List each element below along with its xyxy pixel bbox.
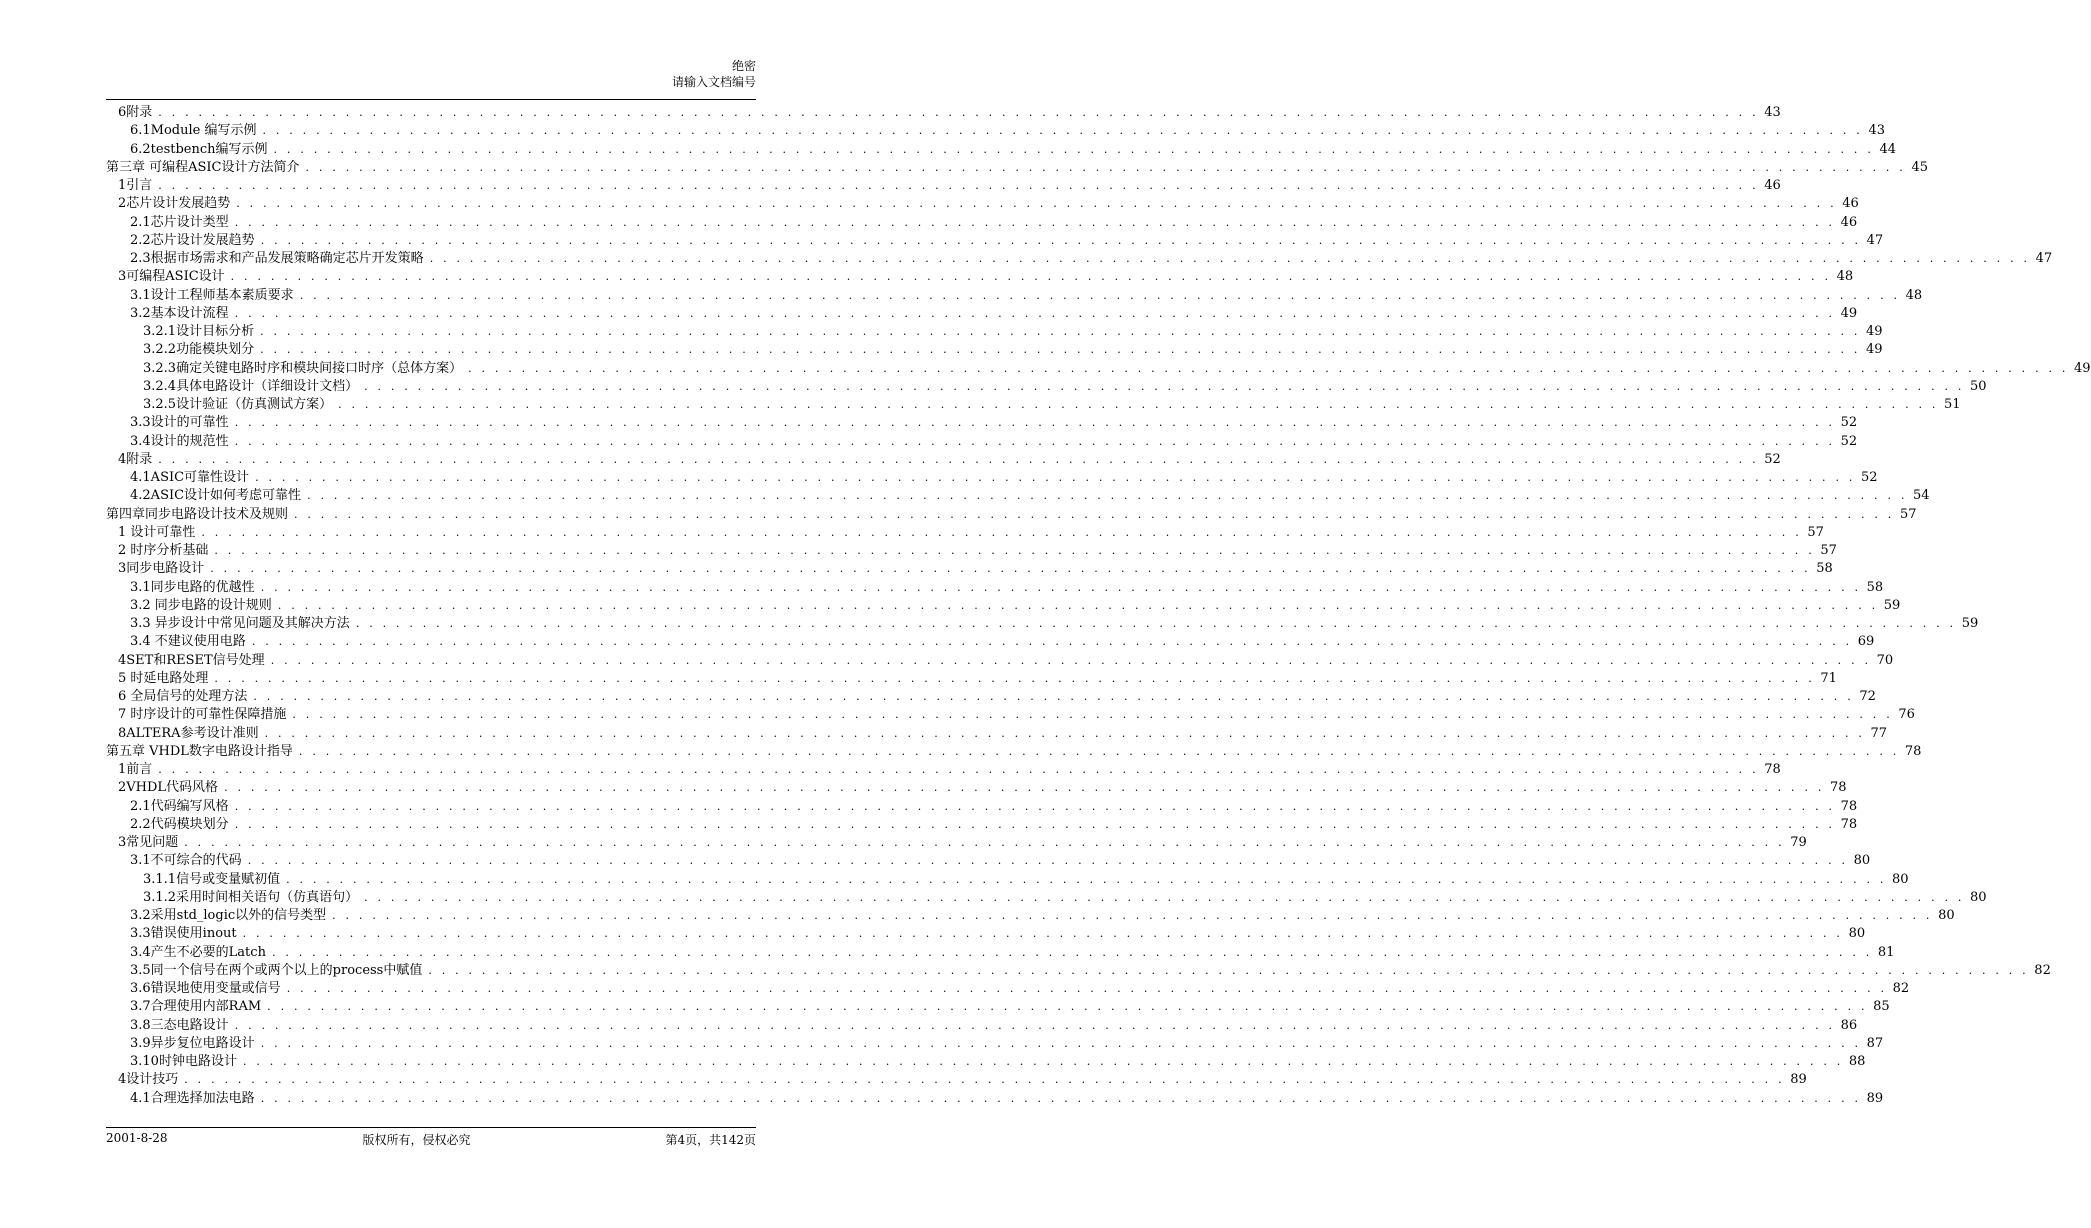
toc-entry-page: 78	[1840, 816, 1858, 832]
toc-entry-title: 第五章 VHDL数字电路设计指导	[106, 743, 293, 759]
toc-entry-page: 71	[1820, 670, 1837, 686]
toc-entry-page: 82	[1892, 981, 1910, 997]
toc-entry[interactable]	[106, 414, 1858, 432]
toc-entry[interactable]	[106, 743, 1922, 761]
toc-entry[interactable]	[106, 524, 1824, 542]
toc-entry[interactable]	[106, 1035, 1884, 1053]
toc-entry-page: 78	[1830, 780, 1847, 796]
toc-entry-page: 47	[1866, 232, 1884, 248]
toc-leader-dots: . . . . . . . . . . . . . . . . . . . . . . . . . . . . . . . . . . . . . . . . . . . . . . . . . . . . . . . . . . . . . . . . . . . . . . . . . . . . . . . . . . . . . . . . . . . . . . . . . . . . . . . . . . . . . . . . . . . . . . . .	[286, 982, 1888, 996]
toc-entry-page: 44	[1879, 141, 1897, 157]
toc-entry-page: 70	[1876, 652, 1894, 668]
toc-leader-dots: . . . . . . . . . . . . . . . . . . . . . . . . . . . . . . . . . . . . . . . . . . . . . . . . . . . . . . . . . . . . . . . . . . . . . . . . . . . . . . . . . . . . . . . . . . . . . . . . . . . . . . . . . . . . . . . . . . . . . . . .	[260, 1091, 1862, 1105]
toc-leader-dots: . . . . . . . . . . . . . . . . . . . . . . . . . . . . . . . . . . . . . . . . . . . . . . . . . . . . . . . . . . . . . . . . . . . . . . . . . . . . . . . . . . . . . . . . . . . . . . . . . . . . . . . . . . . . . . . . . . . . . . . .	[242, 927, 1844, 941]
toc-entry[interactable]	[106, 451, 1781, 469]
toc-entry-page: 88	[1848, 1054, 1866, 1070]
toc-leader-dots: . . . . . . . . . . . . . . . . . . . . . . . . . . . . . . . . . . . . . . . . . . . . . . . . . . . . . . . . . . . . . . . . . . . . . . . . . . . . . . . . . . . . . . . . . . . . . . . . . . . . . . . . . . . . . . . . . . . . . . . .	[230, 270, 1832, 284]
footer-page-info: 第4页，共142页	[665, 1133, 756, 1147]
toc-entry-page: 89	[1866, 1090, 1884, 1106]
toc-entry-title: 3.4产生不必要的Latch	[130, 944, 266, 960]
toc-leader-dots: . . . . . . . . . . . . . . . . . . . . . . . . . . . . . . . . . . . . . . . . . . . . . . . . . . . . . . . . . . . . . . . . . . . . . . . . . . . . . . . . . . . . . . . . . . . . . . . . . . . . . . . . . . . . . . . . . . . . . . . .	[270, 653, 1872, 667]
toc-leader-dots: . . . . . . . . . . . . . . . . . . . . . . . . . . . . . . . . . . . . . . . . . . . . . . . . . . . . . . . . . . . . . . . . . . . . . . . . . . . . . . . . . . . . . . . . . . . . . . . . . . . . . . . . . . . . . . . . . . . . . . . .	[251, 635, 1853, 649]
toc-entry[interactable]	[106, 597, 1901, 615]
toc-entry[interactable]	[106, 688, 1876, 706]
toc-entry[interactable]	[106, 816, 1858, 834]
toc-entry-title: 2 时序分析基础	[118, 543, 209, 559]
toc-entry-title: 3常见问题	[118, 835, 179, 851]
toc-entry-page: 50	[1970, 378, 1987, 394]
toc-entry-title: 第四章同步电路设计技术及规则	[106, 506, 289, 522]
toc-leader-dots: . . . . . . . . . . . . . . . . . . . . . . . . . . . . . . . . . . . . . . . . . . . . . . . . . . . . . . . . . . . . . . . . . . . . . . . . . . . . . . . . . . . . . . . . . . . . . . . . . . . . . . . . . . . . . . . . . . . . . . . .	[286, 872, 1887, 886]
toc-entry-title: 3.3设计的可靠性	[130, 415, 229, 431]
toc-entry-page: 57	[1807, 524, 1824, 540]
toc-leader-dots: . . . . . . . . . . . . . . . . . . . . . . . . . . . . . . . . . . . . . . . . . . . . . . . . . . . . . . . . . . . . . . . . . . . . . . . . . . . . . . . . . . . . . . . . . . . . . . . . . . . . . . . . . . . . . . . . . . . . . . . .	[234, 416, 1836, 430]
toc-entry-page: 46	[1840, 214, 1858, 230]
toc-leader-dots: . . . . . . . . . . . . . . . . . . . . . . . . . . . . . . . . . . . . . . . . . . . . . . . . . . . . . . . . . . . . . . . . . . . . . . . . . . . . . . . . . . . . . . . . . . . . . . . . . . . . . . . . . . . . . . . . . . . . . . . .	[307, 489, 1908, 503]
toc-entry-title: 4设计技巧	[118, 1072, 179, 1088]
toc-entry-title: 第三章 可编程ASIC设计方法简介	[106, 159, 300, 175]
toc-entry-page: 49	[1866, 342, 1883, 358]
toc-entry-title: 3.1.1信号或变量赋初值	[143, 871, 281, 887]
toc-entry-title: 2VHDL代码风格	[118, 780, 219, 796]
toc-entry-page: 58	[1816, 561, 1833, 577]
toc-entry[interactable]	[106, 852, 1871, 870]
toc-entry[interactable]	[106, 396, 1961, 414]
toc-entry-page: 78	[1840, 798, 1858, 814]
toc-entry[interactable]	[106, 469, 1878, 487]
toc-entry[interactable]	[106, 798, 1858, 816]
toc-entry-title: 3.7合理使用内部RAM	[130, 999, 262, 1015]
toc-entry-title: 6.2testbench编写示例	[130, 141, 268, 157]
toc-entry[interactable]	[106, 268, 1854, 286]
toc-entry[interactable]	[106, 195, 1859, 213]
toc-entry-page: 47	[2035, 251, 2053, 267]
toc-entry[interactable]	[106, 177, 1781, 195]
toc-entry-title: 3.2.1设计目标分析	[143, 324, 255, 340]
toc-leader-dots: . . . . . . . . . . . . . . . . . . . . . . . . . . . . . . . . . . . . . . . . . . . . . . . . . . . . . . . . . . . . . . . . . . . . . . . . . . . . . . . . . . . . . . . . . . . . . . . . . . . . . . . . . . . . . . . . . . . . . . . .	[253, 690, 1854, 704]
footer-copyright: 版权所有，侵权必究	[362, 1133, 471, 1147]
toc-entry[interactable]	[106, 907, 1955, 925]
toc-entry-title: 6附录	[118, 105, 153, 121]
header-rule	[106, 99, 756, 100]
toc-entry-page: 87	[1866, 1035, 1884, 1051]
toc-entry-title: 3.4设计的规范性	[130, 433, 229, 449]
toc-entry-title: 3.10时钟电路设计	[130, 1054, 237, 1070]
toc-entry-page: 58	[1866, 579, 1884, 595]
toc-entry[interactable]	[106, 725, 1888, 743]
toc-entry-title: 3.2基本设计流程	[130, 305, 229, 321]
toc-entry-title: 2.1芯片设计类型	[130, 214, 229, 230]
toc-leader-dots: . . . . . . . . . . . . . . . . . . . . . . . . . . . . . . . . . . . . . . . . . . . . . . . . . . . . . . . . . . . . . . . . . . . . . . . . . . . . . . . . . . . . . . . . . . . . . . . . . . . . . . . . . . . . . . . . . . . . . . . .	[234, 1018, 1836, 1032]
toc-entry-title: 2.3根据市场需求和产品发展策略确定芯片开发策略	[130, 251, 424, 267]
toc-leader-dots: . . . . . . . . . . . . . . . . . . . . . . . . . . . . . . . . . . . . . . . . . . . . . . . . . . . . . . . . . . . . . . . . . . . . . . . . . . . . . . . . . . . . . . . . . . . . . . . . . . . . . . . . . . . . . . . . . . . . . . . .	[260, 343, 1861, 357]
toc-entry-title: 3.1设计工程师基本素质要求	[130, 287, 294, 303]
toc-leader-dots: . . . . . . . . . . . . . . . . . . . . . . . . . . . . . . . . . . . . . . . . . . . . . . . . . . . . . . . . . . . . . . . . . . . . . . . . . . . . . . . . . . . . . . . . . . . . . . . . . . . . . . . . . . . . . . . . . . . . . . . .	[158, 106, 1759, 120]
toc-entry-title: 3.8三态电路设计	[130, 1017, 229, 1033]
toc-entry[interactable]	[106, 652, 1894, 670]
toc-leader-dots: . . . . . . . . . . . . . . . . . . . . . . . . . . . . . . . . . . . . . . . . . . . . . . . . . . . . . . . . . . . . . . . . . . . . . . . . . . . . . . . . . . . . . . . . . . . . . . . . . . . . . . . . . . . . . . . . . . . . . . . .	[184, 1073, 1785, 1087]
toc-leader-dots: . . . . . . . . . . . . . . . . . . . . . . . . . . . . . . . . . . . . . . . . . . . . . . . . . . . . . . . . . . . . . . . . . . . . . . . . . . . . . . . . . . . . . . . . . . . . . . . . . . . . . . . . . . . . . . . . . . . . . . . .	[298, 744, 1900, 758]
toc-entry-title: 3.1同步电路的优越性	[130, 579, 255, 595]
toc-entry-title: 4附录	[118, 451, 153, 467]
toc-leader-dots: . . . . . . . . . . . . . . . . . . . . . . . . . . . . . . . . . . . . . . . . . . . . . . . . . . . . . . . . . . . . . . . . . . . . . . . . . . . . . . . . . . . . . . . . . . . . . . . . . . . . . . . . . . . . . . . . . . . . . . . .	[234, 306, 1836, 320]
toc-entry[interactable]	[106, 980, 1910, 998]
toc-entry[interactable]	[106, 232, 1884, 250]
toc-leader-dots: . . . . . . . . . . . . . . . . . . . . . . . . . . . . . . . . . . . . . . . . . . . . . . . . . . . . . . . . . . . . . . . . . . . . . . . . . . . . . . . . . . . . . . . . . . . . . . . . . . . . . . . . . . . . . . . . . . . . . . . .	[236, 197, 1837, 211]
toc-leader-dots: . . . . . . . . . . . . . . . . . . . . . . . . . . . . . . . . . . . . . . . . . . . . . . . . . . . . . . . . . . . . . . . . . . . . . . . . . . . . . . . . . . . . . . . . . . . . . . . . . . . . . . . . . . . . . . . . . . . . . . . .	[234, 434, 1836, 448]
toc-entry[interactable]	[106, 1053, 1866, 1071]
toc-leader-dots: . . . . . . . . . . . . . . . . . . . . . . . . . . . . . . . . . . . . . . . . . . . . . . . . . . . . . . . . . . . . . . . . . . . . . . . . . . . . . . . . . . . . . . . . . . . . . . . . . . . . . . . . . . . . . . . . . . . . . . . .	[234, 215, 1836, 229]
toc-entry[interactable]	[106, 944, 1895, 962]
toc-entry[interactable]	[106, 1071, 1807, 1089]
toc-leader-dots: . . . . . . . . . . . . . . . . . . . . . . . . . . . . . . . . . . . . . . . . . . . . . . . . . . . . . . . . . . . . . . . . . . . . . . . . . . . . . . . . . . . . . . . . . . . . . . . . . . . . . . . . . . . . . . . . . . . . . . . .	[428, 963, 2029, 977]
toc-entry-title: 1引言	[118, 178, 153, 194]
toc-entry[interactable]	[106, 341, 1883, 359]
toc-leader-dots: . . . . . . . . . . . . . . . . . . . . . . . . . . . . . . . . . . . . . . . . . . . . . . . . . . . . . . . . . . . . . . . . . . . . . . . . . . . . . . . . . . . . . . . . . . . . . . . . . . . . . . . . . . . . . . . . . . . . . . . .	[158, 452, 1759, 466]
toc-leader-dots: . . . . . . . . . . . . . . . . . . . . . . . . . . . . . . . . . . . . . . . . . . . . . . . . . . . . . . . . . . . . . . . . . . . . . . . . . . . . . . . . . . . . . . . . . . . . . . . . . . . . . . . . . . . . . . . . . . . . . . . .	[299, 288, 1901, 302]
toc-entry[interactable]	[106, 323, 1883, 341]
toc-entry-title: 3.1不可综合的代码	[130, 853, 242, 869]
toc-leader-dots: . . . . . . . . . . . . . . . . . . . . . . . . . . . . . . . . . . . . . . . . . . . . . . . . . . . . . . . . . . . . . . . . . . . . . . . . . . . . . . . . . . . . . . . . . . . . . . . . . . . . . . . . . . . . . . . . . . . . . . . .	[305, 160, 1906, 174]
toc-entry-page: 54	[1913, 488, 1930, 504]
toc-entry[interactable]	[106, 1090, 1884, 1108]
toc-entry-title: 3.2.5设计验证（仿真测试方案）	[143, 397, 333, 413]
toc-entry-page: 80	[1848, 926, 1866, 942]
toc-leader-dots: . . . . . . . . . . . . . . . . . . . . . . . . . . . . . . . . . . . . . . . . . . . . . . . . . . . . . . . . . . . . . . . . . . . . . . . . . . . . . . . . . . . . . . . . . . . . . . . . . . . . . . . . . . . . . . . . . . . . . . . .	[267, 1000, 1868, 1014]
toc-entry-page: 78	[1764, 762, 1781, 778]
toc-entry-page: 86	[1840, 1017, 1858, 1033]
document-footer	[106, 1131, 756, 1148]
toc-leader-dots: . . . . . . . . . . . . . . . . . . . . . . . . . . . . . . . . . . . . . . . . . . . . . . . . . . . . . . . . . . . . . . . . . . . . . . . . . . . . . . . . . . . . . . . . . . . . . . . . . . . . . . . . . . . . . . . . . . . . . . . .	[214, 671, 1815, 685]
toc-leader-dots: . . . . . . . . . . . . . . . . . . . . . . . . . . . . . . . . . . . . . . . . . . . . . . . . . . . . . . . . . . . . . . . . . . . . . . . . . . . . . . . . . . . . . . . . . . . . . . . . . . . . . . . . . . . . . . . . . . . . . . . .	[255, 471, 1856, 485]
toc-entry-title: 3.5同一个信号在两个或两个以上的process中赋值	[130, 962, 423, 978]
toc-entry[interactable]	[106, 141, 1897, 159]
toc-leader-dots: . . . . . . . . . . . . . . . . . . . . . . . . . . . . . . . . . . . . . . . . . . . . . . . . . . . . . . . . . . . . . . . . . . . . . . . . . . . . . . . . . . . . . . . . . . . . . . . . . . . . . . . . . . . . . . . . . . . . . . . .	[468, 361, 2069, 375]
toc-entry-page: 49	[2074, 360, 2091, 376]
toc-leader-dots: . . . . . . . . . . . . . . . . . . . . . . . . . . . . . . . . . . . . . . . . . . . . . . . . . . . . . . . . . . . . . . . . . . . . . . . . . . . . . . . . . . . . . . . . . . . . . . . . . . . . . . . . . . . . . . . . . . . . . . . .	[429, 252, 2031, 266]
toc-entry-page: 81	[1877, 944, 1895, 960]
toc-entry-title: 2芯片设计发展趋势	[118, 196, 231, 212]
toc-entry-title: 7 时序设计的可靠性保障措施	[118, 707, 287, 723]
toc-leader-dots: . . . . . . . . . . . . . . . . . . . . . . . . . . . . . . . . . . . . . . . . . . . . . . . . . . . . . . . . . . . . . . . . . . . . . . . . . . . . . . . . . . . . . . . . . . . . . . . . . . . . . . . . . . . . . . . . . . . . . . . .	[234, 799, 1836, 813]
toc-entry-page: 43	[1764, 105, 1781, 121]
toc-entry-title: 3.2.3确定关键电路时序和模块间接口时序（总体方案）	[143, 360, 463, 376]
toc-entry-title: 1 设计可靠性	[118, 524, 196, 540]
toc-entry[interactable]	[106, 779, 1847, 797]
toc-entry[interactable]	[106, 560, 1833, 578]
toc-entry[interactable]	[106, 159, 1928, 177]
footer-date: 2001-8-28	[106, 1131, 168, 1145]
toc-entry[interactable]	[106, 925, 1866, 943]
toc-entry-page: 85	[1873, 999, 1890, 1015]
toc-entry-page: 79	[1790, 835, 1807, 851]
toc-entry[interactable]	[106, 214, 1858, 232]
document-header	[672, 58, 756, 90]
toc-entry[interactable]	[106, 834, 1807, 852]
toc-entry-page: 80	[1970, 889, 1987, 905]
toc-leader-dots: . . . . . . . . . . . . . . . . . . . . . . . . . . . . . . . . . . . . . . . . . . . . . . . . . . . . . . . . . . . . . . . . . . . . . . . . . . . . . . . . . . . . . . . . . . . . . . . . . . . . . . . . . . . . . . . . . . . . . . . .	[338, 398, 1939, 412]
toc-entry-title: 4SET和RESET信号处理	[118, 652, 265, 668]
toc-entry-page: 52	[1861, 470, 1878, 486]
toc-entry[interactable]	[106, 433, 1858, 451]
toc-entry[interactable]	[106, 962, 2051, 980]
toc-entry-page: 72	[1859, 689, 1876, 705]
toc-leader-dots: . . . . . . . . . . . . . . . . . . . . . . . . . . . . . . . . . . . . . . . . . . . . . . . . . . . . . . . . . . . . . . . . . . . . . . . . . . . . . . . . . . . . . . . . . . . . . . . . . . . . . . . . . . . . . . . . . . . . . . . .	[158, 763, 1759, 777]
toc-entry[interactable]	[106, 287, 1923, 305]
toc-entry-title: 4.2ASIC设计如何考虑可靠性	[130, 488, 302, 504]
toc-entry[interactable]	[106, 122, 1885, 140]
toc-entry-page: 49	[1866, 324, 1883, 340]
toc-entry-page: 59	[1883, 597, 1901, 613]
toc-leader-dots: . . . . . . . . . . . . . . . . . . . . . . . . . . . . . . . . . . . . . . . . . . . . . . . . . . . . . . . . . . . . . . . . . . . . . . . . . . . . . . . . . . . . . . . . . . . . . . . . . . . . . . . . . . . . . . . . . . . . . . . .	[234, 817, 1836, 831]
toc-entry[interactable]	[106, 633, 1875, 651]
toc-entry-title: 3.2采用std_logic以外的信号类型	[130, 908, 327, 924]
toc-entry-title: 3.3错误使用inout	[130, 926, 237, 942]
toc-entry-page: 49	[1840, 305, 1858, 321]
toc-entry-page: 80	[1938, 908, 1955, 924]
toc-leader-dots: . . . . . . . . . . . . . . . . . . . . . . . . . . . . . . . . . . . . . . . . . . . . . . . . . . . . . . . . . . . . . . . . . . . . . . . . . . . . . . . . . . . . . . . . . . . . . . . . . . . . . . . . . . . . . . . . . . . . . . . .	[201, 525, 1802, 539]
toc-leader-dots: . . . . . . . . . . . . . . . . . . . . . . . . . . . . . . . . . . . . . . . . . . . . . . . . . . . . . . . . . . . . . . . . . . . . . . . . . . . . . . . . . . . . . . . . . . . . . . . . . . . . . . . . . . . . . . . . . . . . . . . .	[210, 562, 1811, 576]
toc-entry[interactable]	[106, 579, 1884, 597]
toc-entry[interactable]	[106, 104, 1781, 122]
toc-entry[interactable]	[106, 998, 1890, 1016]
toc-leader-dots: . . . . . . . . . . . . . . . . . . . . . . . . . . . . . . . . . . . . . . . . . . . . . . . . . . . . . . . . . . . . . . . . . . . . . . . . . . . . . . . . . . . . . . . . . . . . . . . . . . . . . . . . . . . . . . . . . . . . . . . .	[364, 379, 1965, 393]
toc-entry-title: 3.1.2采用时间相关语句（仿真语句）	[143, 889, 359, 905]
toc-entry-title: 2.2代码模块划分	[130, 816, 229, 832]
toc-entry[interactable]	[106, 378, 1987, 396]
toc-leader-dots: . . . . . . . . . . . . . . . . . . . . . . . . . . . . . . . . . . . . . . . . . . . . . . . . . . . . . . . . . . . . . . . . . . . . . . . . . . . . . . . . . . . . . . . . . . . . . . . . . . . . . . . . . . . . . . . . . . . . . . . .	[355, 617, 1957, 631]
toc-entry-page: 76	[1898, 707, 1915, 723]
toc-entry-title: 3.6错误地使用变量或信号	[130, 981, 281, 997]
toc-leader-dots: . . . . . . . . . . . . . . . . . . . . . . . . . . . . . . . . . . . . . . . . . . . . . . . . . . . . . . . . . . . . . . . . . . . . . . . . . . . . . . . . . . . . . . . . . . . . . . . . . . . . . . . . . . . . . . . . . . . . . . . .	[214, 544, 1815, 558]
table-of-contents	[106, 104, 2091, 1108]
toc-entry-page: 80	[1853, 853, 1871, 869]
toc-entry[interactable]	[106, 615, 1979, 633]
toc-leader-dots: . . . . . . . . . . . . . . . . . . . . . . . . . . . . . . . . . . . . . . . . . . . . . . . . . . . . . . . . . . . . . . . . . . . . . . . . . . . . . . . . . . . . . . . . . . . . . . . . . . . . . . . . . . . . . . . . . . . . . . . .	[273, 142, 1875, 156]
toc-entry[interactable]	[106, 487, 1930, 505]
toc-entry-page: 77	[1870, 725, 1888, 741]
toc-entry-page: 46	[1842, 196, 1859, 212]
toc-leader-dots: . . . . . . . . . . . . . . . . . . . . . . . . . . . . . . . . . . . . . . . . . . . . . . . . . . . . . . . . . . . . . . . . . . . . . . . . . . . . . . . . . . . . . . . . . . . . . . . . . . . . . . . . . . . . . . . . . . . . . . . .	[271, 945, 1873, 959]
toc-entry-title: 4.1合理选择加法电路	[130, 1090, 255, 1106]
toc-entry-page: 89	[1790, 1072, 1807, 1088]
toc-entry-page: 52	[1840, 433, 1858, 449]
toc-entry-page: 48	[1905, 287, 1923, 303]
toc-entry-page: 59	[1961, 616, 1979, 632]
toc-leader-dots: . . . . . . . . . . . . . . . . . . . . . . . . . . . . . . . . . . . . . . . . . . . . . . . . . . . . . . . . . . . . . . . . . . . . . . . . . . . . . . . . . . . . . . . . . . . . . . . . . . . . . . . . . . . . . . . . . . . . . . . .	[262, 124, 1863, 138]
toc-entry-title: 8ALTERA参考设计准则	[118, 725, 259, 741]
toc-entry-page: 46	[1764, 178, 1781, 194]
toc-entry-title: 1前言	[118, 762, 153, 778]
toc-entry[interactable]	[106, 542, 1837, 560]
toc-entry-page: 52	[1764, 451, 1781, 467]
toc-entry-title: 2.2芯片设计发展趋势	[130, 232, 255, 248]
toc-entry-title: 3.2 同步电路的设计规则	[130, 597, 272, 613]
toc-leader-dots: . . . . . . . . . . . . . . . . . . . . . . . . . . . . . . . . . . . . . . . . . . . . . . . . . . . . . . . . . . . . . . . . . . . . . . . . . . . . . . . . . . . . . . . . . . . . . . . . . . . . . . . . . . . . . . . . . . . . . . . .	[247, 854, 1849, 868]
toc-leader-dots: . . . . . . . . . . . . . . . . . . . . . . . . . . . . . . . . . . . . . . . . . . . . . . . . . . . . . . . . . . . . . . . . . . . . . . . . . . . . . . . . . . . . . . . . . . . . . . . . . . . . . . . . . . . . . . . . . . . . . . . .	[260, 325, 1861, 339]
toc-entry[interactable]	[106, 706, 1915, 724]
toc-entry-page: 52	[1840, 415, 1858, 431]
toc-entry-title: 6 全局信号的处理方法	[118, 689, 248, 705]
toc-entry[interactable]	[106, 670, 1837, 688]
toc-leader-dots: . . . . . . . . . . . . . . . . . . . . . . . . . . . . . . . . . . . . . . . . . . . . . . . . . . . . . . . . . . . . . . . . . . . . . . . . . . . . . . . . . . . . . . . . . . . . . . . . . . . . . . . . . . . . . . . . . . . . . . . .	[158, 179, 1759, 193]
toc-leader-dots: . . . . . . . . . . . . . . . . . . . . . . . . . . . . . . . . . . . . . . . . . . . . . . . . . . . . . . . . . . . . . . . . . . . . . . . . . . . . . . . . . . . . . . . . . . . . . . . . . . . . . . . . . . . . . . . . . . . . . . . .	[277, 598, 1879, 612]
toc-entry-page: 69	[1857, 634, 1875, 650]
toc-entry-title: 4.1ASIC可靠性设计	[130, 470, 250, 486]
toc-entry[interactable]	[106, 360, 2091, 378]
document-number: 请输入文档编号	[671, 75, 756, 89]
toc-entry-title: 3.9异步复位电路设计	[130, 1035, 255, 1051]
toc-entry[interactable]	[106, 1017, 1858, 1035]
toc-entry-page: 57	[1820, 543, 1837, 559]
toc-leader-dots: . . . . . . . . . . . . . . . . . . . . . . . . . . . . . . . . . . . . . . . . . . . . . . . . . . . . . . . . . . . . . . . . . . . . . . . . . . . . . . . . . . . . . . . . . . . . . . . . . . . . . . . . . . . . . . . . . . . . . . . .	[184, 836, 1785, 850]
toc-entry-title: 6.1Module 编写示例	[130, 123, 257, 139]
toc-leader-dots: . . . . . . . . . . . . . . . . . . . . . . . . . . . . . . . . . . . . . . . . . . . . . . . . . . . . . . . . . . . . . . . . . . . . . . . . . . . . . . . . . . . . . . . . . . . . . . . . . . . . . . . . . . . . . . . . . . . . . . . .	[224, 781, 1825, 795]
toc-leader-dots: . . . . . . . . . . . . . . . . . . . . . . . . . . . . . . . . . . . . . . . . . . . . . . . . . . . . . . . . . . . . . . . . . . . . . . . . . . . . . . . . . . . . . . . . . . . . . . . . . . . . . . . . . . . . . . . . . . . . . . . .	[260, 580, 1862, 594]
toc-entry-page: 43	[1868, 123, 1885, 139]
toc-entry[interactable]	[106, 250, 2053, 268]
toc-entry-page: 48	[1836, 269, 1854, 285]
toc-leader-dots: . . . . . . . . . . . . . . . . . . . . . . . . . . . . . . . . . . . . . . . . . . . . . . . . . . . . . . . . . . . . . . . . . . . . . . . . . . . . . . . . . . . . . . . . . . . . . . . . . . . . . . . . . . . . . . . . . . . . . . . .	[332, 909, 1933, 923]
toc-leader-dots: . . . . . . . . . . . . . . . . . . . . . . . . . . . . . . . . . . . . . . . . . . . . . . . . . . . . . . . . . . . . . . . . . . . . . . . . . . . . . . . . . . . . . . . . . . . . . . . . . . . . . . . . . . . . . . . . . . . . . . . .	[364, 890, 1965, 904]
toc-entry-page: 57	[1899, 506, 1917, 522]
footer-rule	[106, 1127, 756, 1128]
toc-entry-title: 2.1代码编写风格	[130, 798, 229, 814]
toc-leader-dots: . . . . . . . . . . . . . . . . . . . . . . . . . . . . . . . . . . . . . . . . . . . . . . . . . . . . . . . . . . . . . . . . . . . . . . . . . . . . . . . . . . . . . . . . . . . . . . . . . . . . . . . . . . . . . . . . . . . . . . . .	[260, 1036, 1862, 1050]
toc-leader-dots: . . . . . . . . . . . . . . . . . . . . . . . . . . . . . . . . . . . . . . . . . . . . . . . . . . . . . . . . . . . . . . . . . . . . . . . . . . . . . . . . . . . . . . . . . . . . . . . . . . . . . . . . . . . . . . . . . . . . . . . .	[292, 708, 1893, 722]
toc-entry-title: 3同步电路设计	[118, 561, 205, 577]
toc-leader-dots: . . . . . . . . . . . . . . . . . . . . . . . . . . . . . . . . . . . . . . . . . . . . . . . . . . . . . . . . . . . . . . . . . . . . . . . . . . . . . . . . . . . . . . . . . . . . . . . . . . . . . . . . . . . . . . . . . . . . . . . .	[294, 507, 1895, 521]
toc-leader-dots: . . . . . . . . . . . . . . . . . . . . . . . . . . . . . . . . . . . . . . . . . . . . . . . . . . . . . . . . . . . . . . . . . . . . . . . . . . . . . . . . . . . . . . . . . . . . . . . . . . . . . . . . . . . . . . . . . . . . . . . .	[260, 233, 1862, 247]
toc-entry-page: 82	[2034, 962, 2051, 978]
toc-entry-title: 3.2.2功能模块划分	[143, 342, 255, 358]
toc-entry-page: 78	[1904, 743, 1922, 759]
toc-leader-dots: . . . . . . . . . . . . . . . . . . . . . . . . . . . . . . . . . . . . . . . . . . . . . . . . . . . . . . . . . . . . . . . . . . . . . . . . . . . . . . . . . . . . . . . . . . . . . . . . . . . . . . . . . . . . . . . . . . . . . . . .	[264, 726, 1866, 740]
toc-entry-page: 51	[1944, 397, 1961, 413]
toc-entry-title: 3.2.4具体电路设计（详细设计文档）	[143, 378, 359, 394]
secrecy-label: 绝密	[731, 59, 756, 73]
toc-leader-dots: . . . . . . . . . . . . . . . . . . . . . . . . . . . . . . . . . . . . . . . . . . . . . . . . . . . . . . . . . . . . . . . . . . . . . . . . . . . . . . . . . . . . . . . . . . . . . . . . . . . . . . . . . . . . . . . . . . . . . . . .	[242, 1055, 1844, 1069]
toc-entry-title: 3.3 异步设计中常见问题及其解决方法	[130, 616, 350, 632]
toc-entry-title: 3.4 不建议使用电路	[130, 634, 246, 650]
toc-entry[interactable]	[106, 761, 1781, 779]
toc-entry-page: 80	[1892, 871, 1909, 887]
toc-entry-title: 5 时延电路处理	[118, 670, 209, 686]
toc-entry-title: 3可编程ASIC设计	[118, 269, 225, 285]
toc-entry[interactable]	[106, 305, 1858, 323]
toc-entry[interactable]	[106, 889, 1987, 907]
toc-entry-page: 45	[1911, 159, 1928, 175]
toc-entry[interactable]	[106, 506, 1917, 524]
toc-entry[interactable]	[106, 871, 1909, 889]
